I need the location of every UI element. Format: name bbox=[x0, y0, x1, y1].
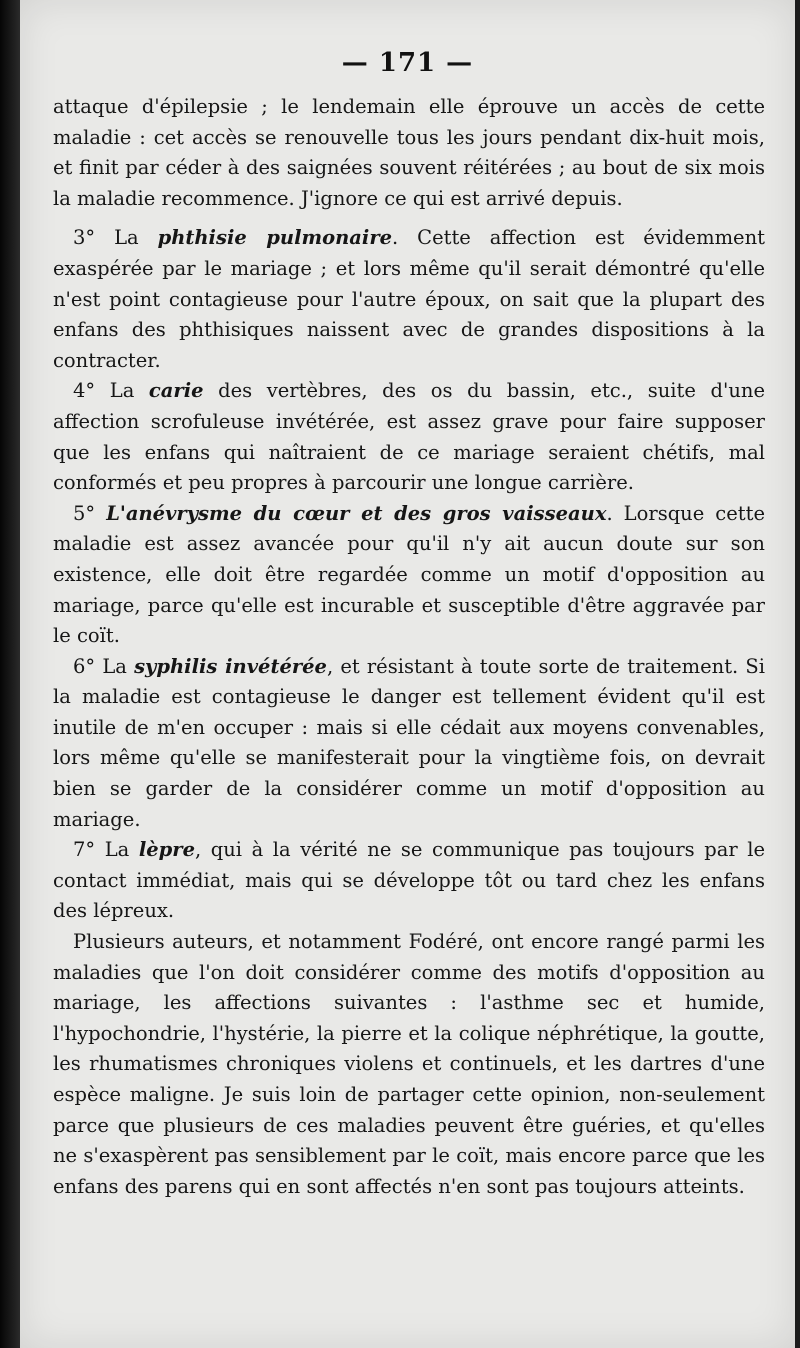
disease-term: carie bbox=[148, 379, 204, 403]
paragraph-text: . Lorsque cette maladie est assez avancée pour qu'il n'y ait aucun doute sur son existence, elle doit être regardée comme un motif d'opposition au mariage, parce qu'elle est incurable et susceptible d'être aggravée par le coït. bbox=[53, 501, 765, 648]
paragraph-item-3 bbox=[53, 223, 765, 376]
paragraph-text: , qui à la vérité ne se communique pas toujours par le contact immédiat, mais qui se développe tôt ou tard chez les enfans des lépreux. bbox=[53, 838, 765, 923]
item-number: 3° La bbox=[73, 226, 158, 250]
paragraph-item-6 bbox=[53, 652, 765, 836]
book-page bbox=[20, 0, 795, 1348]
item-number: 4° La bbox=[73, 379, 149, 403]
paragraph-text: des vertèbres, des os du bassin, etc., suite d'une affection scrofuleuse invétérée, est assez grave pour faire supposer que les enfans qui naîtraient de ce mariage seraient chétifs, mal conformés et peu propres à parcourir une longue carrière. bbox=[53, 379, 765, 495]
disease-term: L'anévrysme du cœur et des gros vaisseaux bbox=[106, 501, 607, 525]
paragraph-item-5 bbox=[53, 499, 765, 652]
item-number: 6° La bbox=[73, 654, 135, 678]
paragraph-text: , et résistant à toute sorte de traitement. Si la maladie est contagieuse le danger est tellement évident qu'il est inutile de m'en occuper : mais si elle cédait aux moyens convenables, lors même qu'elle se manifesterait pour la vingtième fois, on devrait bien se garder de la considérer comme un motif d'opposition au mariage. bbox=[53, 654, 766, 831]
item-number: 5° bbox=[73, 501, 107, 525]
disease-term: phthisie pulmonaire bbox=[157, 226, 393, 250]
paragraph-item-4 bbox=[53, 376, 765, 498]
book-spine-shadow bbox=[0, 0, 20, 1348]
page-body bbox=[53, 92, 765, 1202]
disease-term: syphilis invétérée bbox=[134, 654, 327, 678]
paragraph-text: . Cette affection est évidemment exaspérée par le mariage ; et lors même qu'il serait démontré qu'elle n'est point contagieuse pour l'autre époux, on sait que la plupart des enfans des phthisiques naissent avec de grandes dispositions à la contracter. bbox=[53, 226, 765, 372]
paragraph-text: attaque d'épilepsie ; le lendemain elle éprouve un accès de cette maladie : cet accès se renouvelle tous les jours pendant dix-huit mois, et finit par céder à des saignées souvent réitérées ; au bout de six mois la maladie recommence. J'ignore ce qui est arrivé depuis. bbox=[53, 95, 765, 210]
paragraph-item-7 bbox=[53, 835, 765, 927]
item-number: 7° La bbox=[73, 838, 139, 862]
paragraph-closing bbox=[53, 927, 765, 1202]
disease-term: lèpre bbox=[138, 838, 195, 862]
paragraph-continuation bbox=[53, 92, 765, 214]
paragraph-text: Plusieurs auteurs, et notamment Fodéré, ont encore rangé parmi les maladies que l'on doit considérer comme des motifs d'opposition au mariage, les affections suivantes : l'asthme sec et humide, l'hypochondrie, l'hystérie, la pierre et la colique néphrétique, la goutte, les rhumatismes chroniques violens et continuels, et les dartres d'une espèce maligne. Je suis loin de partager cette opinion, non-seulement parce que plusieurs de ces maladies peuvent être guéries, et qu'elles ne s'exaspèrent pas sensiblement par le coït, mais encore parce que les enfans des parens qui en sont affectés n'en sont pas toujours atteints. bbox=[53, 930, 765, 1198]
page-number: — 171 — bbox=[341, 48, 474, 78]
